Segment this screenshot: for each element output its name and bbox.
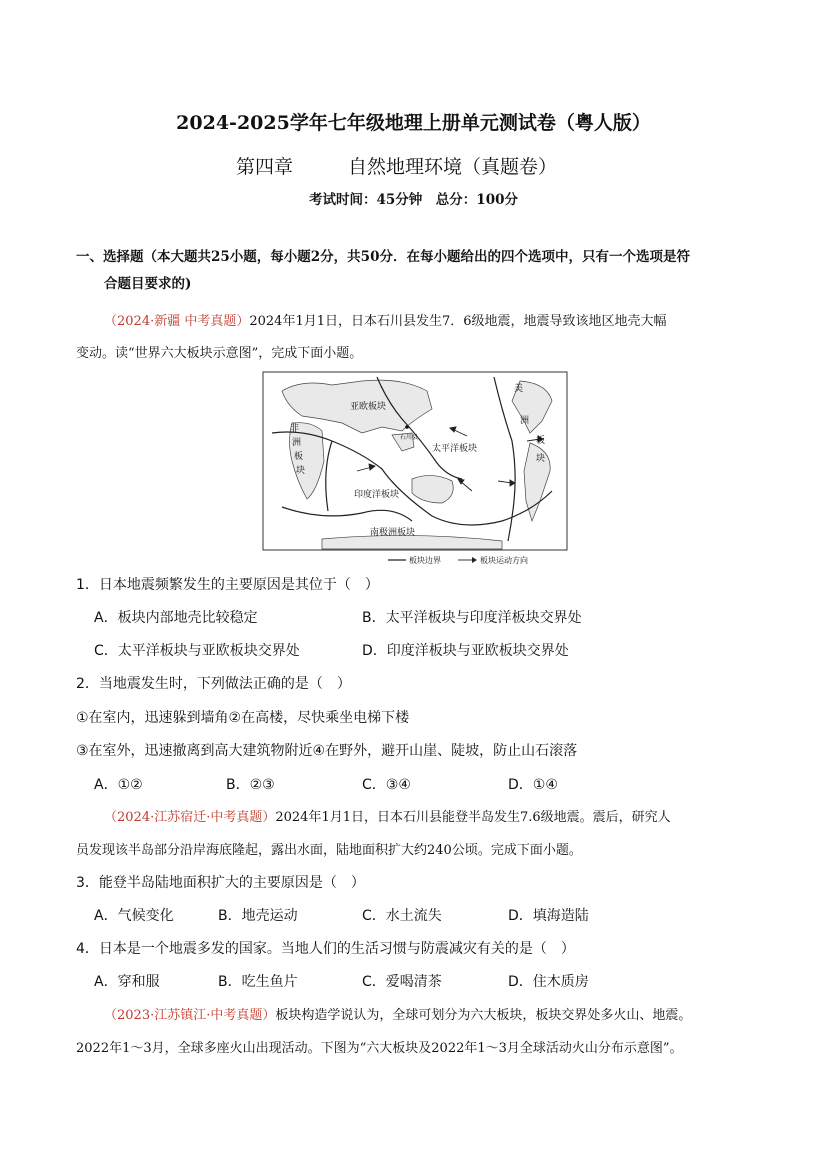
passage-2-line-2: 员发现该半岛部分沿岸海底隆起，露出水面，陆地面积扩大约240公顷。完成下面小题。 [76, 843, 582, 858]
passage-2-line-1 [104, 806, 671, 825]
label-ishikawa: 石川县 [400, 434, 419, 441]
question-3-option-c[interactable]: C．水土流失 [362, 908, 442, 924]
question-1-option-a[interactable]: A．板块内部地壳比较稳定 [94, 610, 258, 626]
passage-1-source: （2024·新疆 中考真题） [104, 314, 250, 329]
label-africa-4: 块 [296, 466, 306, 476]
question-4-option-c[interactable]: C．爱喝清茶 [362, 974, 442, 990]
question-3-option-d[interactable]: D．填海造陆 [508, 908, 589, 924]
map-legend [388, 555, 528, 565]
legend-boundary: 板块边界 [409, 556, 441, 565]
legend-motion: 板块运动方向 [480, 556, 528, 565]
passage-3-line-1 [104, 1004, 691, 1023]
question-4-option-b[interactable]: B．吃生鱼片 [218, 974, 298, 990]
question-1-option-d[interactable]: D．印度洋板块与亚欧板块交界处 [362, 643, 569, 659]
label-antarctic: 南极洲板块 [370, 528, 416, 538]
question-4-option-d[interactable]: D．住木质房 [508, 974, 589, 990]
chapter-number: 第四章 [236, 156, 294, 178]
section-heading: 一、选择题（本大题共25小题，每小题2分，共50分．在每小题给出的四个选项中，只有一个选项是符 [76, 249, 690, 265]
passage-2-text: 2024年1月1日，日本石川县能登半岛发生7.6级地震。震后，研究人 [275, 810, 671, 825]
question-2-option-a[interactable]: A．①② [94, 777, 143, 793]
page-title: 2024-2025学年七年级地理上册单元测试卷（粤人版） [176, 112, 651, 134]
question-2-stem: 2．当地震发生时，下列做法正确的是（ ） [76, 676, 351, 692]
question-4-option-a[interactable]: A．穿和服 [94, 974, 160, 990]
passage-1-text: 2024年1月1日，日本石川县发生7．6级地震，地震导致该地区地壳大幅 [249, 314, 667, 329]
label-america-4: 块 [536, 454, 546, 464]
label-africa-2: 洲 [292, 438, 302, 448]
section-heading-cont: 合题目要求的) [104, 276, 192, 292]
label-indian: 印度洋板块 [354, 490, 400, 500]
question-2-option-d[interactable]: D．①④ [508, 777, 558, 793]
question-1-stem: 1．日本地震频繁发生的主要原因是其位于（ ） [76, 577, 379, 593]
label-america-3: 板 [536, 436, 546, 446]
passage-1-line-1 [104, 310, 667, 329]
passage-3-text: 板块构造学说认为，全球可划分为六大板块，板块交界处多火山、地震。 [275, 1008, 692, 1023]
label-africa-3: 板 [294, 452, 304, 462]
question-1-option-b[interactable]: B．太平洋板块与印度洋板块交界处 [362, 610, 582, 626]
question-3-stem: 3．能登半岛陆地面积扩大的主要原因是（ ） [76, 875, 365, 891]
chapter-title: 自然地理环境（真题卷） [348, 156, 558, 178]
passage-3-source: （2023·江苏镇江·中考真题） [104, 1008, 276, 1023]
question-3-option-a[interactable]: A．气候变化 [94, 908, 174, 924]
question-2-option-b[interactable]: B．②③ [226, 777, 275, 793]
passage-2-source: （2024·江苏宿迁·中考真题） [104, 810, 276, 825]
plate-map [262, 371, 568, 567]
question-1-option-c[interactable]: C．太平洋板块与亚欧板块交界处 [94, 643, 300, 659]
exam-meta: 考试时间：45分钟 总分：100分 [309, 192, 518, 208]
label-america-1: 美 [514, 384, 524, 394]
label-america-2: 洲 [520, 416, 530, 426]
label-eurasia: 亚欧板块 [350, 402, 387, 412]
label-africa-1: 非 [290, 424, 300, 434]
passage-3-line-2: 2022年1～3月，全球多座火山出现活动。下图为“六大板块及2022年1～3月全球活动火山分布示意图”。 [76, 1041, 683, 1056]
question-3-option-b[interactable]: B．地壳运动 [218, 908, 298, 924]
question-4-stem: 4．日本是一个地震多发的国家。当地人们的生活习惯与防震减灾有关的是（ ） [76, 941, 575, 957]
question-2-item-line-2: ③在室外，迅速撤离到高大建筑物附近④在野外，避开山崖、陡坡，防止山石滚落 [76, 743, 578, 759]
label-pacific: 太平洋板块 [432, 444, 478, 454]
passage-1-line-2: 变动。读“世界六大板块示意图”，完成下面小题。 [76, 346, 363, 361]
ishikawa-marker [405, 425, 409, 429]
question-2-option-c[interactable]: C．③④ [362, 777, 411, 793]
question-2-item-line-1: ①在室内，迅速躲到墙角②在高楼，尽快乘坐电梯下楼 [76, 710, 410, 726]
